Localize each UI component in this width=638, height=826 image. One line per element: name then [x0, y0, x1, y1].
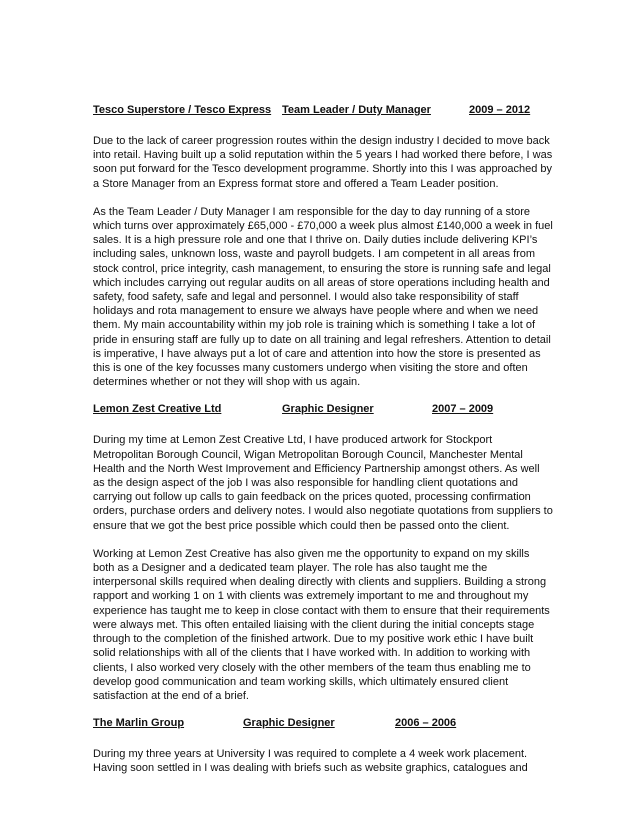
- job-description-paragraph: Working at Lemon Zest Creative has also given me the opportunity to expand on my skills both as a Designer and a dedicated team player. The role has also taught me the interpersonal skills required when dealing directly with clients and suppliers. Building a strong rapport and working 1 on 1 with clients was extremely important to me and throughout my experience has taught me to keep in close contact with them to ensure that their requirements were always met. This often entailed liaising with the client during the initial concepts stage through to the completion of the finished artwork. Due to my positive work ethic I have built solid relationships with all of the clients that I have worked with. In addition to working with clients, I also worked very closely with the other members of the team thus enabling me to develop good communication and team working skills, which ultimately ensured client satisfaction at the end of a brief.: [93, 547, 550, 702]
- cv-page: [93, 104, 553, 790]
- job-role: Team Leader / Duty Manager: [282, 104, 431, 116]
- job-section-lemon-zest: [93, 403, 553, 703]
- job-description-paragraph: During my time at Lemon Zest Creative Ltd, I have produced artwork for Stockport Metropolitan Borough Council, Wigan Metropolitan Borough Council, Manchester Mental Health and the North West Improvement and Efficiency Partnership amongst others. As well as the design aspect of the job I was also responsible for handling client quotations and carrying out follow up calls to gain feedback on the prices quoted, processing confirmation orders, purchase orders and delivery notes. I would also negotiate quotations from suppliers to ensure that we got the best price possible which could then be passed onto the client.: [93, 434, 553, 532]
- company-name: Tesco Superstore / Tesco Express: [93, 104, 272, 116]
- company-name: Lemon Zest Creative Ltd: [93, 403, 222, 416]
- job-role: Graphic Designer: [282, 403, 374, 416]
- job-section-marlin: [93, 717, 553, 775]
- job-description-paragraph: During my three years at University I was required to complete a 4 week work placement. Having soon settled in I was dealing with briefs such as website graphics, catalogues and: [93, 748, 528, 775]
- job-header: [93, 104, 553, 120]
- company-name: The Marlin Group: [93, 717, 185, 730]
- job-section-tesco: [93, 104, 553, 389]
- job-role: Graphic Designer: [243, 717, 335, 730]
- job-dates: 2006 – 2006: [395, 717, 457, 730]
- job-header: [93, 717, 553, 733]
- job-dates: 2009 – 2012: [469, 104, 531, 116]
- job-description-paragraph: Due to the lack of career progression routes within the design industry I decided to move back into retail. Having built up a solid reputation within the 5 years I had worked there before, I was soon put forward for the Tesco development programme. Shortly into this I was approached by a Store Manager from an Express format store and offered a Team Leader position.: [93, 135, 553, 190]
- job-header: [93, 403, 553, 419]
- job-description-paragraph: As the Team Leader / Duty Manager I am responsible for the day to day running of a store which turns over approximately £65,000 - £70,000 a week plus almost £140,000 a week in fuel sales. It is a high pressure role and one that I thrive on. Daily duties include delivering KPI’s including sales, unknown loss, waste and payroll budgets. I am competent in all areas from stock control, price integrity, cash management, to ensuring the store is running safe and legal which includes carrying out regular audits on all areas of store operations including health and safety, food safety, safe and legal and personnel. I would also take responsibility of staff holidays and rota management to ensure we always have people where and when we need them. My main accountability within my job role is training which is something I take a lot of pride in ensuring staff are fully up to date on all training and legal refreshers. Attention to detail is imperative, I have always put a lot of care and attention into how the store is presented as this is one of the key focusses many customers undergo when visiting the store and often determines whether or not they will shop with us again.: [93, 205, 553, 389]
- job-dates: 2007 – 2009: [432, 403, 494, 416]
